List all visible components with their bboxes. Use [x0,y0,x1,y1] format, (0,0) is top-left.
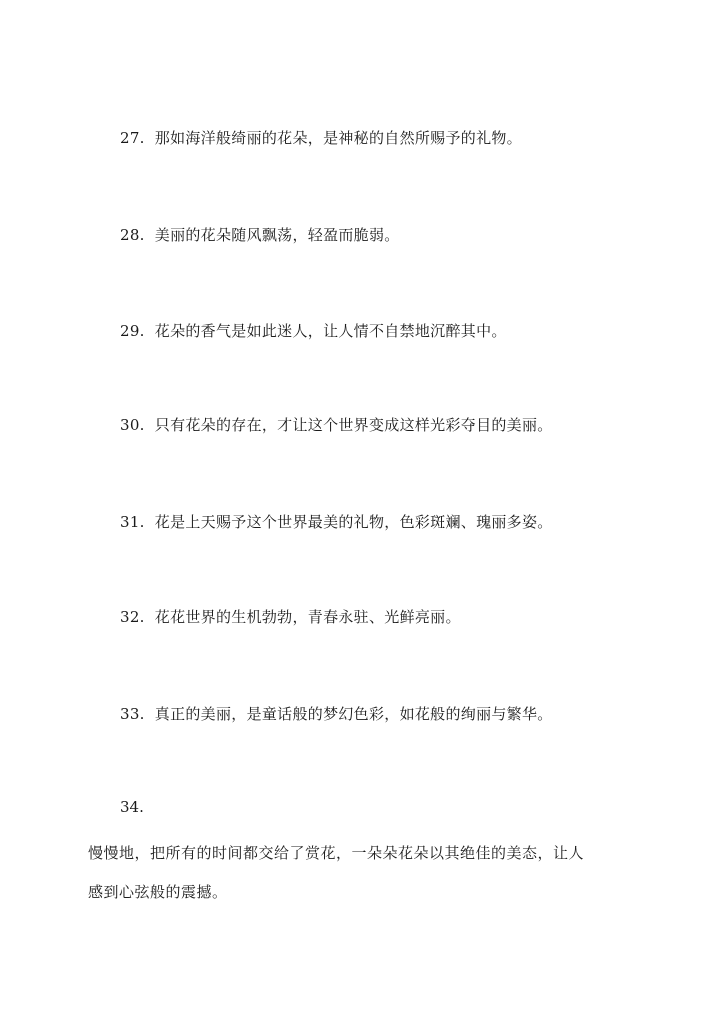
item-text: 花朵的香气是如此迷人，让人情不自禁地沉醉其中。 [154,322,507,340]
item-number: 27. [120,129,145,147]
item-text: 花花世界的生机勃勃，青春永驻、光鲜亮丽。 [154,608,461,626]
item-text: 美丽的花朵随风飘荡，轻盈而脆弱。 [154,226,400,244]
item-text: 真正的美丽，是童话般的梦幻色彩，如花般的绚丽与繁华。 [154,705,553,723]
list-item-34-line-1: 慢慢地，把所有的时间都交给了赏花，一朵朵花朵以其绝佳的美态，让人 [88,844,585,862]
list-item-29 [120,321,507,341]
list-item-34-number: 34. [120,798,144,816]
list-item-33 [120,704,553,724]
item-text: 那如海洋般绮丽的花朵，是神秘的自然所赐予的礼物。 [154,129,522,147]
item-text: 花是上天赐予这个世界最美的礼物，色彩斑斓、瑰丽多姿。 [154,513,553,531]
list-item-32 [120,607,461,627]
item-number: 31. [120,513,145,531]
item-number: 32. [120,608,145,626]
list-item-31 [120,512,553,532]
item-text: 只有花朵的存在，才让这个世界变成这样光彩夺目的美丽。 [154,416,553,434]
item-number: 33. [120,705,145,723]
list-item-27 [120,128,522,148]
item-number: 30. [120,416,145,434]
item-number: 28. [120,226,145,244]
list-item-28 [120,225,400,245]
item-number: 29. [120,322,145,340]
list-item-30 [120,415,553,435]
list-item-34-line-2: 感到心弦般的震撼。 [88,883,228,901]
